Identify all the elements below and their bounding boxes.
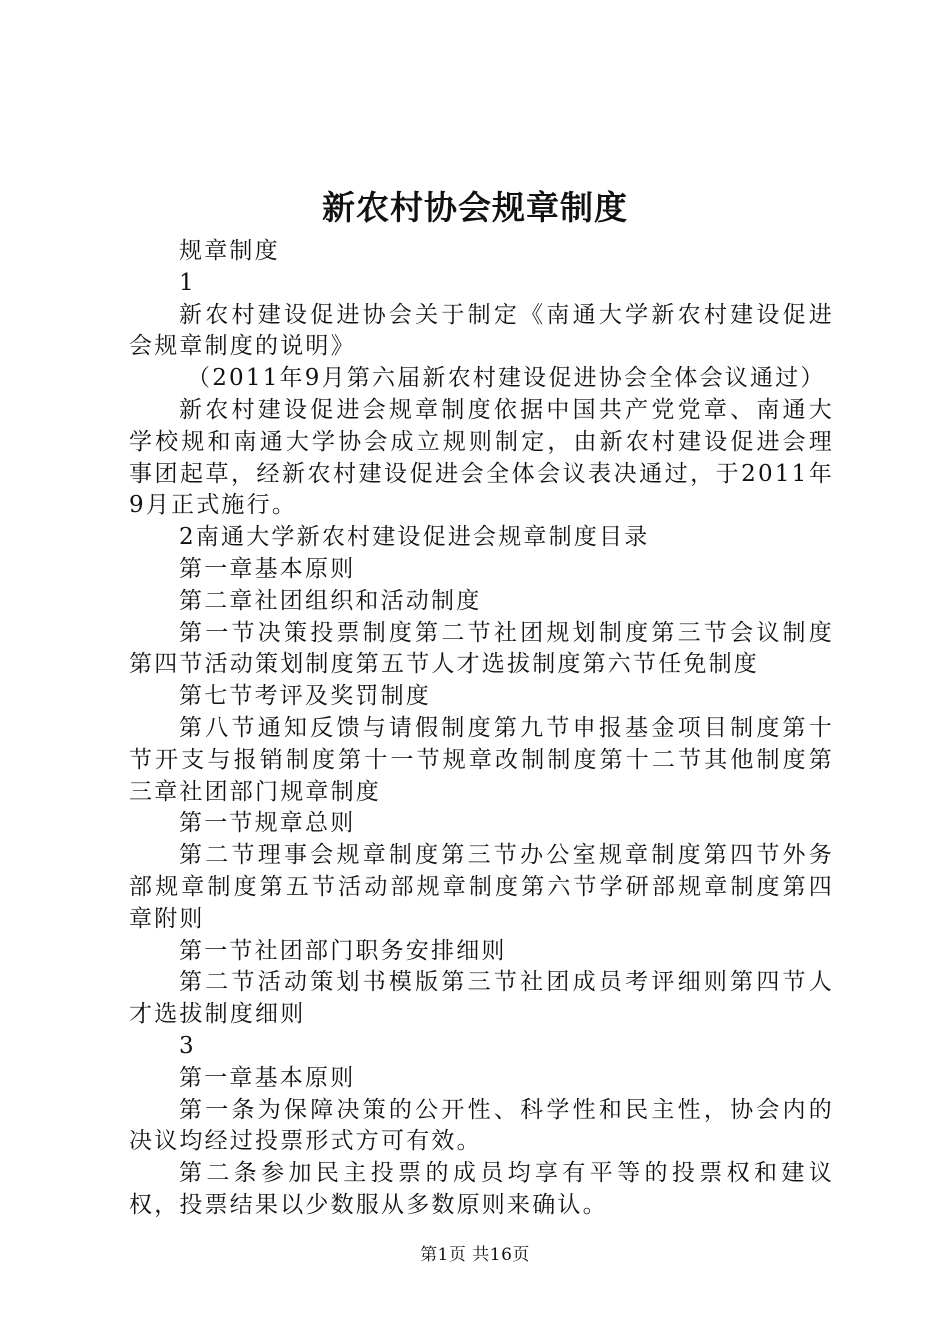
paragraph: 第二节活动策划书模版第三节社团成员考评细则第四节人才选拔制度细则 <box>129 969 834 1028</box>
paragraph: 1 <box>179 269 196 296</box>
paragraph: 第一节决策投票制度第二节社团规划制度第三节会议制度第四节活动策划制度第五节人才选拔制度第六节任免制度 <box>129 619 834 678</box>
paragraph: 新农村建设促进会规章制度依据中国共产党党章、南通大学校规和南通大学协会成立规则制定，由新农村建设促进会理事团起草，经新农村建设促进会全体会议表决通过，于2011年9月正式施行。 <box>129 396 834 519</box>
document-body <box>129 236 834 1222</box>
paragraph: 第一节规章总则 <box>179 810 356 837</box>
paragraph: 第七节考评及奖罚制度 <box>179 683 431 710</box>
paragraph: 第一章基本原则 <box>179 555 356 582</box>
paragraph: 第二节理事会规章制度第三节办公室规章制度第四节外务部规章制度第五节活动部规章制度第六节学研部规章制度第四章附则 <box>129 842 834 932</box>
paragraph: 第二条参加民主投票的成员均享有平等的投票权和建议权，投票结果以少数服从多数原则来确认。 <box>129 1160 834 1218</box>
paragraph: 3 <box>179 1032 196 1059</box>
document-title: 新农村协会规章制度 <box>322 188 628 227</box>
paragraph: 2南通大学新农村建设促进会规章制度目录 <box>179 524 650 551</box>
page-number: 第1页 共16页 <box>420 1245 530 1265</box>
paragraph: 第一节社团部门职务安排细则 <box>179 937 507 964</box>
paragraph: 第八节通知反馈与请假制度第九节申报基金项目制度第十节开支与报销制度第十一节规章改制制度第十二节其他制度第三章社团部门规章制度 <box>129 714 834 805</box>
paragraph: 新农村建设促进协会关于制定《南通大学新农村建设促进会规章制度的说明》 <box>129 301 834 360</box>
paragraph: （2011年9月第六届新农村建设促进协会全体会议通过） <box>187 365 826 392</box>
paragraph: 第二章社团组织和活动制度 <box>179 587 482 614</box>
paragraph: 第一章基本原则 <box>179 1064 356 1091</box>
paragraph: 第一条为保障决策的公开性、科学性和民主性，协会内的决议均经过投票形式方可有效。 <box>129 1096 834 1155</box>
paragraph: 规章制度 <box>179 238 280 264</box>
